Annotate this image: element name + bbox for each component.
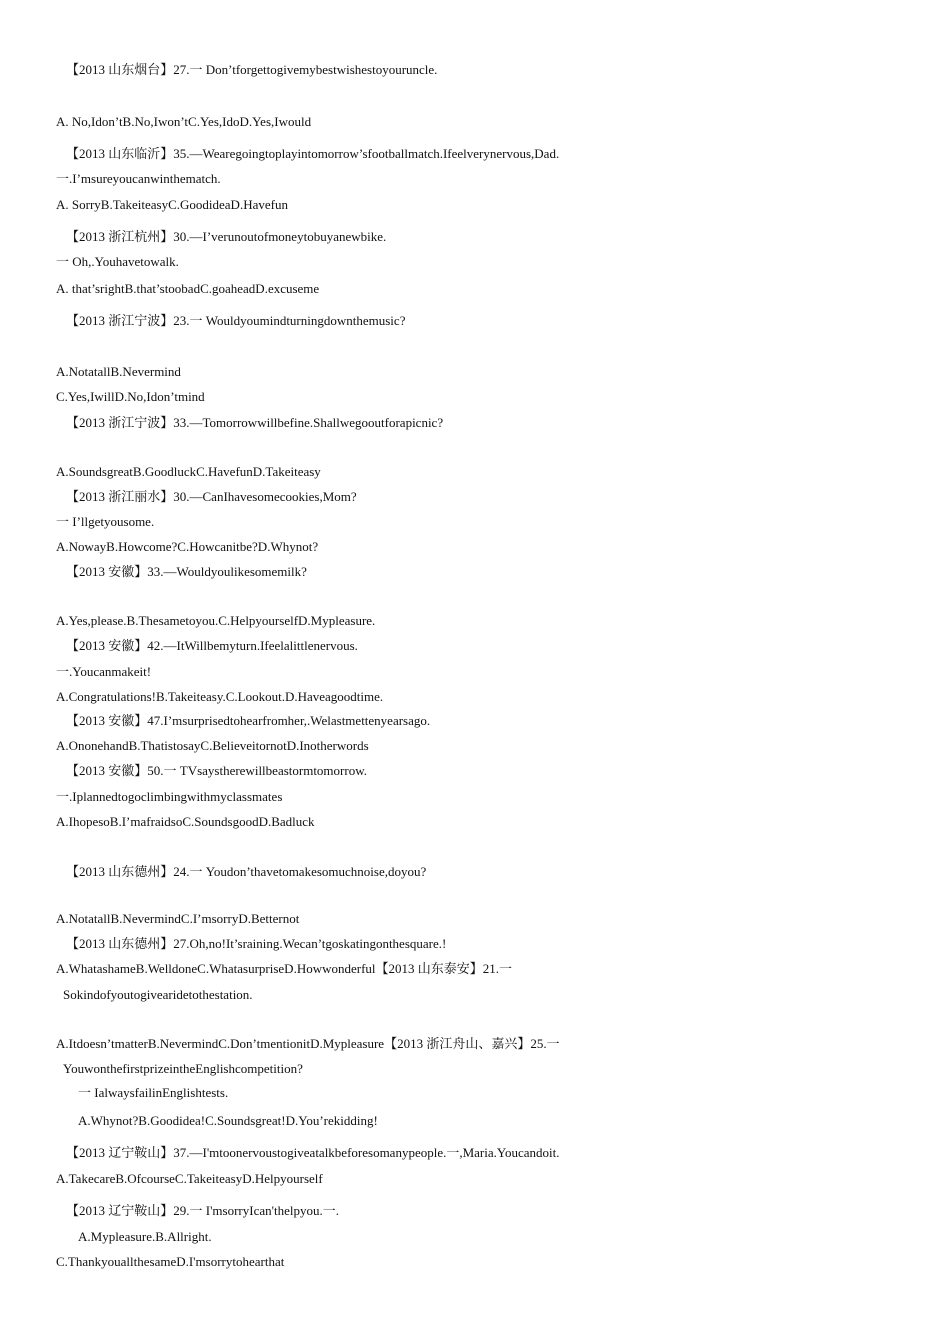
dialogue-line: 一.Iplannedtogoclimbingwithmyclassmates bbox=[56, 789, 283, 804]
answer-options: A.Congratulations!B.Takeiteasy.C.Lookout.D.Haveagoodtime. bbox=[56, 689, 384, 704]
answer-options: C.ThankyouallthesameD.I'msorrytohearthat bbox=[56, 1254, 285, 1269]
answer-options: A.Whynot?B.Goodidea!C.Soundsgreat!D.You’rekidding! bbox=[78, 1113, 378, 1128]
answer-options: A.TakecareB.OfcourseC.TakeiteasyD.Helpyourself bbox=[56, 1171, 323, 1186]
answer-options: A.NowayB.Howcome?C.Howcanitbe?D.Whynot? bbox=[56, 539, 319, 554]
question-header: 【2013 安徽】47.I’msurprisedtohearfromher,.Welastmettenyearsago. bbox=[66, 713, 431, 728]
dialogue-line: 一 IalwaysfailinEnglishtests. bbox=[78, 1085, 229, 1100]
question-header: 【2013 山东德州】27.Oh,no!It’sraining.Wecan’tgoskatingonthesquare.! bbox=[66, 936, 447, 951]
answer-options: A.Itdoesn’tmatterB.NevermindC.Don’tmentionitD.Mypleasure【2013 浙江舟山、嘉兴】25.一 bbox=[56, 1036, 560, 1051]
dialogue-line: 一.Youcanmakeit! bbox=[56, 664, 152, 679]
answer-options: A. SorryB.TakeiteasyC.GoodideaD.Havefun bbox=[56, 197, 288, 212]
dialogue-line: 一.I’msureyoucanwinthematch. bbox=[56, 171, 221, 186]
question-header: 【2013 山东德州】24.一 Youdon’thavetomakesomuchnoise,doyou? bbox=[66, 864, 427, 879]
dialogue-line: Sokindofyoutogivearidetothestation. bbox=[63, 987, 253, 1002]
question-header: 【2013 浙江丽水】30.—CanIhavesomecookies,Mom? bbox=[66, 489, 357, 504]
answer-options: A.NotatallB.Nevermind bbox=[56, 364, 181, 379]
question-header: 【2013 浙江杭州】30.—I’verunoutofmoneytobuyanewbike. bbox=[66, 229, 387, 244]
answer-options: A.NotatallB.NevermindC.I’msorryD.Betternot bbox=[56, 911, 300, 926]
answer-options: A.WhatashameB.WelldoneC.WhatasurpriseD.Howwonderful【2013 山东泰安】21.一 bbox=[56, 961, 513, 976]
answer-options: C.Yes,IwillD.No,Idon’tmind bbox=[56, 389, 205, 404]
question-header: 【2013 浙江宁波】33.—Tomorrowwillbefine.Shallwegooutforapicnic? bbox=[66, 415, 444, 430]
dialogue-line: YouwonthefirstprizeintheEnglishcompetition? bbox=[63, 1061, 303, 1076]
question-header: 【2013 安徽】50.一 TVsaystherewillbeastormtomorrow. bbox=[66, 763, 367, 778]
question-header: 【2013 山东烟台】27.一 Don’tforgettogivemybestwishestoyouruncle. bbox=[66, 62, 438, 77]
dialogue-line: 一 I’llgetyousome. bbox=[56, 514, 155, 529]
answer-options: A. No,Idon’tB.No,Iwon’tC.Yes,IdoD.Yes,Iwould bbox=[56, 114, 312, 129]
question-header: 【2013 辽宁鞍山】29.一 I'msorryIcan'thelpyou.一. bbox=[66, 1203, 339, 1218]
dialogue-line: 一 Oh,.Youhavetowalk. bbox=[56, 254, 179, 269]
answer-options: A.Mypleasure.B.Allright. bbox=[78, 1229, 212, 1244]
answer-options: A.SoundsgreatB.GoodluckC.HavefunD.Takeiteasy bbox=[56, 464, 321, 479]
answer-options: A. that’srightB.that’stoobadC.goaheadD.excuseme bbox=[56, 281, 320, 296]
question-header: 【2013 安徽】42.—ItWillbemyturn.Ifeelalittlenervous. bbox=[66, 638, 358, 653]
answer-options: A.OnonehandB.ThatistosayC.BelieveitornotD.Inotherwords bbox=[56, 738, 369, 753]
question-header: 【2013 山东临沂】35.—Wearegoingtoplayintomorrow’sfootballmatch.Ifeelverynervous,Dad. bbox=[66, 146, 560, 161]
answer-options: A.Yes,please.B.Thesametoyou.C.HelpyourselfD.Mypleasure. bbox=[56, 613, 376, 628]
question-header: 【2013 辽宁鞍山】37.—I'mtoonervoustogiveatalkbeforesomanypeople.一,Maria.Youcandoit. bbox=[66, 1145, 560, 1160]
question-header: 【2013 安徽】33.—Wouldyoulikesomemilk? bbox=[66, 564, 307, 579]
answer-options: A.IhopesoB.I’mafraidsoC.SoundsgoodD.Badluck bbox=[56, 814, 315, 829]
question-header: 【2013 浙江宁波】23.一 Wouldyoumindturningdownthemusic? bbox=[66, 313, 406, 328]
